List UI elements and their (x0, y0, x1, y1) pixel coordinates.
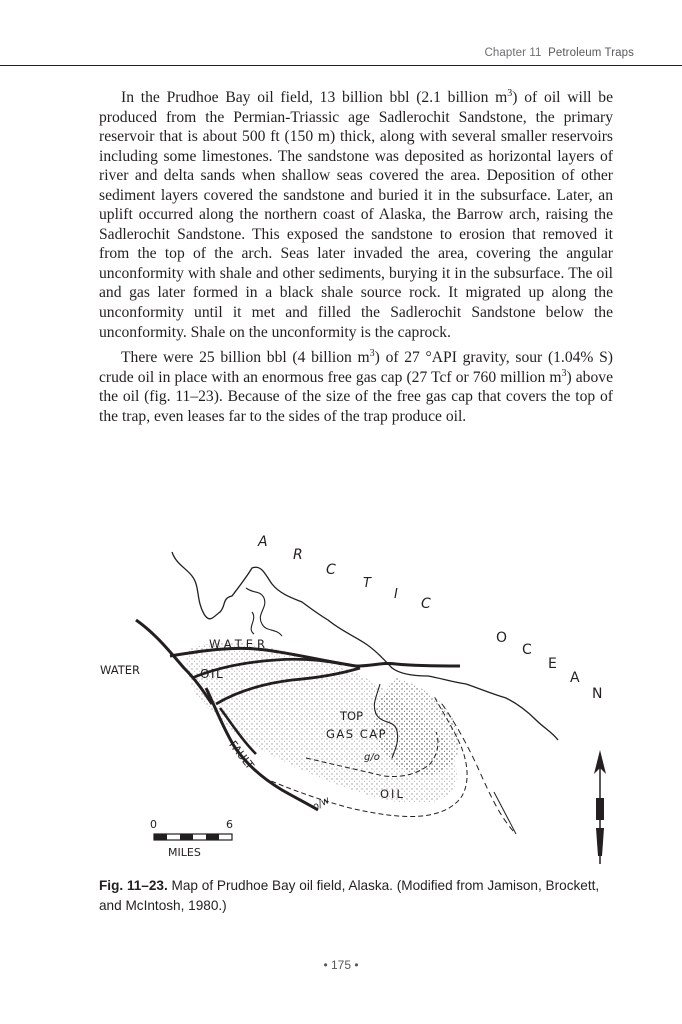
arctic-letter-c2: C (421, 596, 431, 612)
arctic-letter-c: C (326, 562, 336, 578)
caption-text: Map of Prudhoe Bay oil field, Alaska. (Modified from Jamison, Brockett, and McIntosh, 1980.) (99, 878, 600, 913)
scale-bar (154, 834, 232, 840)
map-svg (96, 528, 626, 868)
chapter-label: Chapter 11 (484, 47, 542, 59)
superscript: 3 (369, 348, 375, 360)
scale-zero-label: 0 (150, 818, 157, 831)
water-left-label: WATER (100, 663, 140, 677)
ow-contact-label: o/w (310, 794, 332, 813)
paragraph-2-start: There were 25 billion bbl (4 billion m (121, 349, 370, 367)
ocean-letter-a: A (570, 670, 580, 686)
ocean-letter-n: N (592, 686, 603, 702)
north-arrow (594, 750, 606, 864)
oil-center-label: OIL (380, 787, 405, 801)
header-rule (0, 65, 682, 66)
paragraph-2-middle: ) of 27 °API gravity, sour (1.04% S) crude oil in place with an enormous free gas cap (27 Tcf or 760 million m (99, 349, 613, 386)
chapter-title: Petroleum Traps (548, 47, 634, 59)
go-contact-label: g/o (364, 752, 380, 763)
running-head (484, 47, 634, 59)
arctic-letter-r: R (293, 547, 303, 563)
page-number: • 175 • (323, 958, 359, 972)
water-top-label: WATER (209, 637, 269, 651)
figure-caption (99, 876, 619, 915)
paragraph-1 (99, 88, 613, 342)
scale-units-label: MILES (168, 846, 201, 859)
fault-label: FAULT (226, 738, 257, 772)
arctic-letter-a: A (258, 534, 268, 550)
superscript: 3 (507, 88, 513, 99)
figure-number: Fig. 11–23. (99, 878, 168, 893)
scale-six-label: 6 (226, 818, 233, 831)
paragraph-1-start: In the Prudhoe Bay oil field, 13 billion bbl (2.1 billion m (121, 89, 508, 106)
paragraph-2 (99, 348, 613, 426)
prudhoe-bay-map (96, 528, 626, 868)
arctic-letter-i: I (394, 587, 398, 602)
gas-cap-label: GAS CAP (326, 727, 388, 741)
superscript: 3 (561, 367, 567, 379)
paragraph-2-end: ) above the oil (fig. 11–23). Because of the size of the free gas cap that covers the top of the trap, even leases far to the sides of the trap produce oil. (99, 368, 613, 425)
oil-left-label: OIL (200, 667, 225, 681)
arctic-letter-t: T (363, 576, 371, 591)
top-label: TOP (340, 709, 364, 723)
paragraph-1-rest: ) of oil will be produced from the Permian-Triassic age Sadlerochit Sandstone, the primary reservoir that is about 500 ft (150 m) thick, along with several smaller reservoirs including some limestones. The sandstone was deposited as horizontal layers of river and delta sands when shallow seas covered the area. Deposition of other sediment layers covered the sandstone and buried it in the subsurface. Later, an uplift occurred along the northern coast of Alaska, the Barrow arch, raising the Sadlerochit Sandstone. This exposed the sandstone to erosion that removed it from the top of the arch. Seas later invaded the area, covering the angular unconformity with shale and other sediments, burying it in the subsurface. The oil and gas later formed in a black shale source rock. It migrated up along the unconformity until it met and filled the Sadlerochit Sandstone below the unconformity. Shale on the unconformity is the caprock. (99, 89, 613, 341)
eastern-solid-boundary (494, 792, 516, 834)
ocean-letter-e: E (548, 656, 557, 672)
coastline-detail (246, 588, 282, 636)
body-text (99, 88, 613, 426)
ocean-letter-o: O (496, 630, 508, 646)
ocean-letter-c: C (522, 642, 532, 658)
